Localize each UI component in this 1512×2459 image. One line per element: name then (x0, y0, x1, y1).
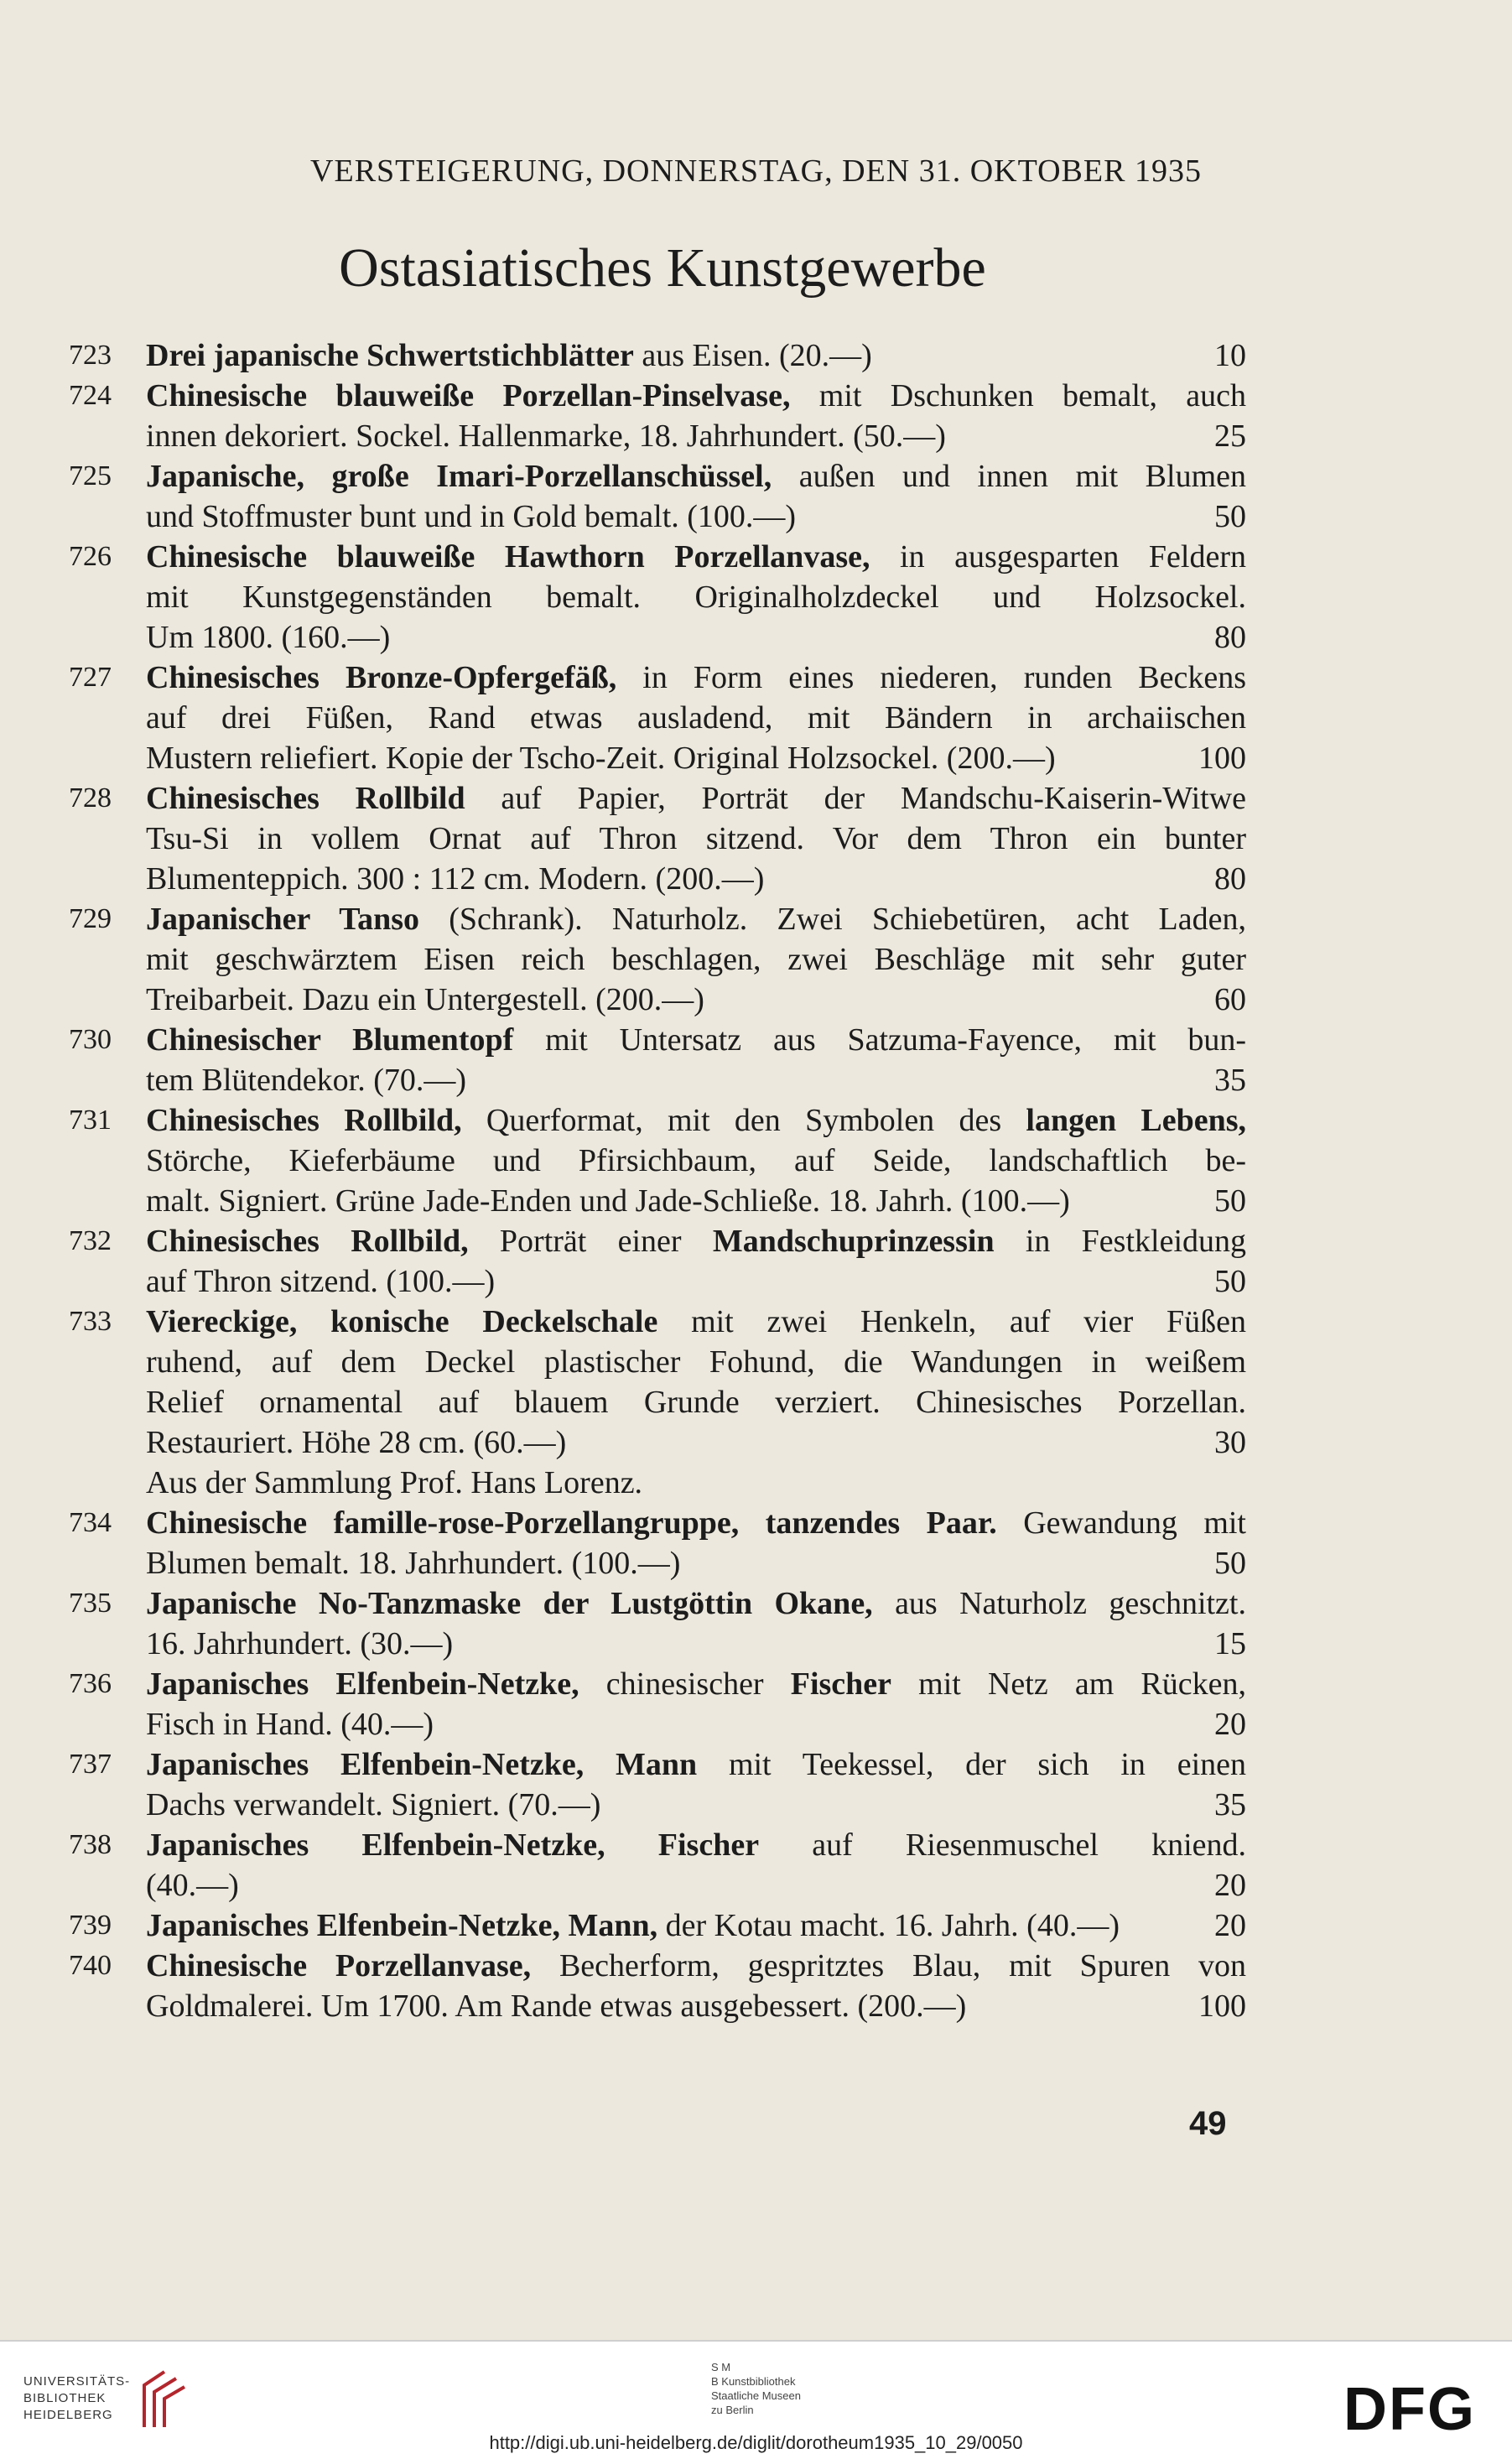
lot-description (146, 1905, 1246, 1946)
lot-title-text: Chinesische famille-rose-Porzellangruppe, tanzendes Paar. (146, 1505, 997, 1541)
lot-description (146, 1100, 1246, 1221)
lot-number: 727 (69, 662, 112, 693)
lot-number: 729 (69, 903, 112, 934)
university-line: BIBLIOTHEK (23, 2391, 107, 2405)
lot-description (146, 376, 1246, 456)
lot-number: 737 (69, 1749, 112, 1780)
lot-price: 15 (1214, 1626, 1246, 1661)
lot-text: chinesischer (579, 1666, 791, 1702)
university-library-name (23, 2373, 130, 2424)
lot-line (146, 617, 1246, 658)
lot-text: und Stoffmuster bunt und in Gold bemalt. (100.—) (146, 499, 797, 534)
source-url-link[interactable]: http://digi.ub.uni-heidelberg.de/diglit/dorotheum1935_10_29/0050 (489, 2432, 1023, 2453)
lot-number: 728 (69, 782, 112, 814)
lot-line (146, 1744, 1246, 1785)
lot-price: 80 (1214, 620, 1246, 655)
lot-line (146, 778, 1246, 819)
lot-description (146, 456, 1246, 537)
credit-line: B Kunstbibliothek (711, 2375, 796, 2388)
lot-line (146, 1261, 1246, 1302)
lot-text: mit Untersatz aus Satzuma-Fayence, mit bun- (513, 1022, 1246, 1058)
lot-price: 50 (1214, 499, 1246, 534)
lot-price: 100 (1198, 741, 1246, 776)
lot-line (146, 819, 1246, 859)
page-number: 49 (1189, 2105, 1227, 2142)
lot-line (146, 698, 1246, 738)
lot-line (146, 1463, 1246, 1503)
lot-number: 730 (69, 1024, 112, 1055)
lot-line (146, 1583, 1246, 1624)
lot-line (146, 1624, 1246, 1664)
lot-text: mit geschwärztem Eisen reich beschlagen, zwei Beschläge mit sehr guter (146, 942, 1246, 977)
lot-line (146, 738, 1246, 778)
lot-text: Fisch in Hand. (40.—) (146, 1707, 434, 1742)
lot-text: Gewandung mit (996, 1505, 1246, 1541)
lot-text: Mustern reliefiert. Kopie der Tscho-Zeit. Original Holzsockel. (200.—) (146, 741, 1056, 776)
lot-number: 735 (69, 1588, 112, 1619)
lot-price: 60 (1214, 982, 1246, 1017)
lot-text: Goldmalerei. Um 1700. Am Rande etwas ausgebessert. (200.—) (146, 1989, 967, 2024)
lot-title-text: Chinesisches Rollbild (146, 781, 465, 816)
lot-text: Restauriert. Höhe 28 cm. (60.—) (146, 1425, 567, 1460)
kunstbibliothek-credit (711, 2360, 801, 2417)
lot-line (146, 1342, 1246, 1382)
lot-line (146, 1664, 1246, 1704)
lot-line (146, 1986, 1246, 2026)
lot-line (146, 1422, 1246, 1463)
lot-title-text: Japanischer Tanso (146, 902, 420, 937)
lot-line (146, 1543, 1246, 1583)
credit-line: zu Berlin (711, 2404, 754, 2416)
lot-title-text: Chinesische blauweiße Porzellan-Pinselvase, (146, 378, 791, 413)
lot-text: auf Thron sitzend. (100.—) (146, 1264, 496, 1299)
lot-line (146, 376, 1246, 416)
lot-line (146, 1785, 1246, 1825)
credit-line: S M (711, 2361, 731, 2373)
lot-title-text: Japanische, große Imari-Porzellanschüssel, (146, 459, 772, 494)
lot-price: 30 (1214, 1425, 1246, 1460)
lot-text: auf Papier, Porträt der Mandschu-Kaiserin-Witwe (465, 781, 1246, 816)
lot-text: mit Dschunken bemalt, auch (790, 378, 1246, 413)
lot-description (146, 1664, 1246, 1744)
lot-number: 731 (69, 1105, 112, 1136)
lot-description (146, 1302, 1246, 1503)
lot-title-text: Japanisches Elfenbein-Netzke, Mann (146, 1747, 698, 1782)
lot-text: malt. Signiert. Grüne Jade-Enden und Jade-Schließe. 18. Jahrh. (100.—) (146, 1183, 1070, 1219)
lot-number: 726 (69, 541, 112, 572)
lot-line (146, 1382, 1246, 1422)
lot-line (146, 1503, 1246, 1543)
lot-title-text: Japanische No-Tanzmaske der Lustgöttin Okane, (146, 1586, 873, 1621)
lot-description (146, 778, 1246, 899)
lot-description (146, 1221, 1246, 1302)
lot-number: 734 (69, 1507, 112, 1538)
lot-line (146, 1865, 1246, 1905)
lot-title-text: Chinesische Porzellanvase, (146, 1948, 532, 1983)
lot-text: Porträt einer (468, 1224, 713, 1259)
lot-description (146, 537, 1246, 658)
lot-number: 740 (69, 1950, 112, 1981)
lot-text: Blumenteppich. 300 : 112 cm. Modern. (200.—) (146, 861, 765, 897)
lot-text: innen dekoriert. Sockel. Hallenmarke, 18. Jahrhundert. (50.—) (146, 418, 946, 454)
lot-text: in Form eines niederen, runden Beckens (616, 660, 1246, 695)
lot-line (146, 1946, 1246, 1986)
lot-line (146, 859, 1246, 899)
lot-title-text: Mandschuprinzessin (712, 1224, 995, 1259)
lot-number: 738 (69, 1829, 112, 1860)
lot-text: mit Teekessel, der sich in einen (697, 1747, 1246, 1782)
lot-price: 20 (1214, 1868, 1246, 1903)
lot-price: 50 (1214, 1183, 1246, 1219)
lot-price: 100 (1198, 1989, 1246, 2024)
lot-text: aus Naturholz geschnitzt. (872, 1586, 1246, 1621)
lot-text: Treibarbeit. Dazu ein Untergestell. (200.—) (146, 982, 704, 1017)
lot-text: (Schrank). Naturholz. Zwei Schiebetüren, acht Laden, (419, 902, 1246, 937)
lot-title-text: Japanisches Elfenbein-Netzke, Mann, (146, 1908, 658, 1943)
lot-number: 724 (69, 380, 112, 411)
lot-price: 25 (1214, 418, 1246, 454)
lot-price: 20 (1214, 1908, 1246, 1943)
lot-price: 50 (1214, 1264, 1246, 1299)
lot-text: aus Eisen. (20.—) (633, 338, 872, 373)
lot-title-text: Fischer (790, 1666, 892, 1702)
lot-number: 725 (69, 460, 112, 491)
lot-description (146, 899, 1246, 1020)
lot-number: 723 (69, 340, 112, 371)
lot-number: 732 (69, 1225, 112, 1256)
lot-text: Becherform, gespritztes Blau, mit Spuren von (531, 1948, 1246, 1983)
lot-title-text: Drei japanische Schwertstichblätter (146, 338, 634, 373)
lot-title-text: Viereckige, konische Deckelschale (146, 1304, 658, 1339)
lot-line (146, 1302, 1246, 1342)
lot-text: in ausgesparten Feldern (870, 539, 1246, 574)
lot-text: ruhend, auf dem Deckel plastischer Fohund, die Wandungen in weißem (146, 1344, 1246, 1380)
lot-text: mit zwei Henkeln, auf vier Füßen (657, 1304, 1246, 1339)
lot-line (146, 1825, 1246, 1865)
lot-description (146, 1946, 1246, 2026)
lot-text: tem Blütendekor. (70.—) (146, 1063, 467, 1098)
lot-line (146, 1020, 1246, 1060)
lot-text: 16. Jahrhundert. (30.—) (146, 1626, 454, 1661)
lot-title-text: langen Lebens, (1026, 1103, 1246, 1138)
lot-price: 10 (1214, 338, 1246, 373)
lot-line (146, 658, 1246, 698)
lot-text: Dachs verwandelt. Signiert. (70.—) (146, 1787, 601, 1822)
lot-line (146, 1905, 1246, 1946)
lot-description (146, 335, 1246, 376)
dfg-logo: DFG (1343, 2376, 1476, 2443)
lot-title-text: Japanisches Elfenbein-Netzke, Fischer (146, 1827, 760, 1863)
lot-line (146, 980, 1246, 1020)
lot-price: 35 (1214, 1787, 1246, 1822)
lot-price: 50 (1214, 1546, 1246, 1581)
lot-title-text: Chinesisches Bronze-Opfergefäß, (146, 660, 617, 695)
lot-text: Querformat, mit den Symbolen des (461, 1103, 1026, 1138)
university-logo-icon (139, 2368, 188, 2435)
lot-text: auf Riesenmuschel kniend. (759, 1827, 1246, 1863)
lot-line (146, 939, 1246, 980)
lot-title-text: Chinesisches Rollbild, (146, 1224, 469, 1259)
lot-text: der Kotau macht. 16. Jahrh. (40.—) (657, 1908, 1120, 1943)
lot-line (146, 456, 1246, 496)
lot-number: 736 (69, 1668, 112, 1699)
lot-number: 733 (69, 1306, 112, 1337)
lot-text: Relief ornamental auf blauem Grunde verziert. Chinesisches Porzellan. (146, 1385, 1246, 1420)
lot-line (146, 537, 1246, 577)
lot-description (146, 1503, 1246, 1583)
lot-text: Tsu-Si in vollem Ornat auf Thron sitzend. Vor dem Thron ein bunter (146, 821, 1246, 856)
lot-title-text: Chinesischer Blumentopf (146, 1022, 514, 1058)
lot-description (146, 1020, 1246, 1100)
lot-line (146, 1181, 1246, 1221)
lot-text: mit Netz am Rücken, (891, 1666, 1246, 1702)
lot-description (146, 1744, 1246, 1825)
lot-description (146, 658, 1246, 778)
lot-price: 35 (1214, 1063, 1246, 1098)
university-line: UNIVERSITÄTS- (23, 2374, 131, 2389)
lot-price: 20 (1214, 1707, 1246, 1742)
lot-line (146, 496, 1246, 537)
lot-line (146, 1060, 1246, 1100)
lot-line (146, 1100, 1246, 1141)
lot-text: mit Kunstgegenständen bemalt. Originalholzdeckel und Holzsockel. (146, 580, 1246, 615)
lot-price: 80 (1214, 861, 1246, 897)
lot-line (146, 1141, 1246, 1181)
lot-text: auf drei Füßen, Rand etwas ausladend, mit Bändern in archaiischen (146, 700, 1246, 736)
lot-line (146, 335, 1246, 376)
lot-line (146, 1221, 1246, 1261)
lot-text: (40.—) (146, 1868, 239, 1903)
running-head: VERSTEIGERUNG, DONNERSTAG, DEN 31. OKTOBER 1935 (310, 153, 1202, 189)
lot-text: außen und innen mit Blumen (772, 459, 1246, 494)
footer-bar (0, 2340, 1512, 2459)
lot-text: Blumen bemalt. 18. Jahrhundert. (100.—) (146, 1546, 681, 1581)
university-line: HEIDELBERG (23, 2408, 113, 2422)
lot-text: Störche, Kieferbäume und Pfirsichbaum, auf Seide, landschaftlich be- (146, 1143, 1246, 1178)
lot-description (146, 1583, 1246, 1664)
lot-title-text: Chinesische blauweiße Hawthorn Porzellanvase, (146, 539, 870, 574)
lot-line (146, 416, 1246, 456)
lot-line (146, 899, 1246, 939)
section-title: Ostasiatisches Kunstgewerbe (339, 237, 986, 299)
lot-text: Um 1800. (160.—) (146, 620, 391, 655)
lot-title-text: Japanisches Elfenbein-Netzke, (146, 1666, 579, 1702)
lot-text: Aus der Sammlung Prof. Hans Lorenz. (146, 1465, 643, 1500)
lot-title-text: Chinesisches Rollbild, (146, 1103, 462, 1138)
lot-line (146, 577, 1246, 617)
lot-text: in Festkleidung (994, 1224, 1246, 1259)
lot-number: 739 (69, 1910, 112, 1941)
credit-line: Staatliche Museen (711, 2389, 801, 2402)
lot-line (146, 1704, 1246, 1744)
lot-description (146, 1825, 1246, 1905)
